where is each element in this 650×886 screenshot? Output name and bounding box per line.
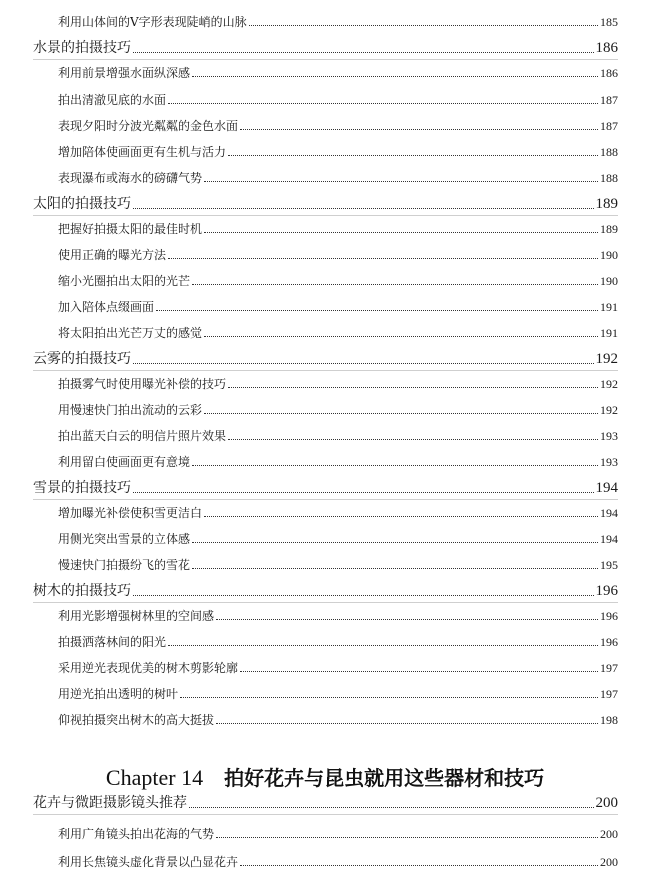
dot-leader (228, 386, 598, 388)
toc-entry-title: 慢速快门拍摄纷飞的雪花 (58, 558, 191, 572)
dot-leader (216, 722, 598, 724)
dot-leader (133, 51, 594, 53)
toc-entry (58, 90, 618, 108)
toc-entry-title: 利用前景增强水面纵深感 (58, 66, 191, 80)
toc-page-number: 189 (595, 196, 618, 212)
toc-page-number: 200 (595, 795, 618, 811)
toc-page-number: 186 (600, 66, 618, 80)
toc-entry-title: 使用正确的曝光方法 (58, 248, 167, 262)
dot-leader (192, 283, 598, 285)
toc-entry-title: 拍出蓝天白云的明信片照片效果 (58, 429, 227, 443)
toc-page-number: 200 (600, 855, 618, 869)
toc-entry-title: 利用长焦镜头虚化背景以凸显花卉 (58, 855, 239, 869)
dot-leader (133, 362, 594, 364)
dot-leader (240, 128, 598, 130)
toc-entry (58, 116, 618, 134)
toc-entry (58, 323, 618, 341)
dot-leader (168, 257, 598, 259)
dot-leader (168, 644, 598, 646)
toc-entry (58, 452, 618, 470)
dot-leader (240, 864, 598, 866)
toc-page-number: 197 (600, 687, 618, 701)
toc-section (33, 348, 618, 368)
toc-entry (58, 684, 618, 702)
toc-section (33, 477, 618, 497)
dot-leader (204, 180, 598, 182)
dot-leader (180, 696, 598, 698)
dot-leader (189, 806, 594, 808)
toc-page-number: 187 (600, 119, 618, 133)
toc-page-number: 185 (600, 15, 618, 29)
toc-entry-title: 表现瀑布或海水的磅礴气势 (58, 171, 203, 185)
section-divider (33, 602, 618, 603)
dot-leader (204, 515, 598, 517)
dot-leader (192, 464, 598, 466)
toc-section-title: 水景的拍摄技巧 (33, 40, 131, 56)
dot-leader (204, 335, 598, 337)
toc-entry-title: 利用山体间的V字形表现陡峭的山脉 (58, 15, 247, 29)
toc-page-number: 191 (600, 326, 618, 340)
toc-entry (58, 555, 618, 573)
toc-entry (58, 426, 618, 444)
dot-leader (156, 309, 598, 311)
dot-leader (133, 491, 594, 493)
toc-entry-title: 用逆光拍出透明的树叶 (58, 687, 179, 701)
dot-leader (216, 618, 598, 620)
dot-leader (192, 567, 598, 569)
toc-entry-title: 利用广角镜头拍出花海的气势 (58, 827, 215, 841)
toc-entry (58, 219, 618, 237)
toc-entry (58, 529, 618, 547)
toc-entry-title: 表现夕阳时分波光粼粼的金色水面 (58, 119, 239, 133)
toc-entry (58, 245, 618, 263)
toc-page-number: 190 (600, 248, 618, 262)
toc-entry-title: 把握好拍摄太阳的最佳时机 (58, 222, 203, 236)
toc-entry-title: 将太阳拍出光芒万丈的感觉 (58, 326, 203, 340)
toc-page-number: 189 (600, 222, 618, 236)
section-divider (33, 215, 618, 216)
dot-leader (249, 24, 598, 26)
section-divider (33, 499, 618, 500)
toc-entry (58, 400, 618, 418)
toc-entry (58, 297, 618, 315)
toc-section-title: 太阳的拍摄技巧 (33, 196, 131, 212)
toc-entry-title: 加入陪体点缀画面 (58, 300, 155, 314)
toc-page-number: 196 (600, 609, 618, 623)
toc-entry (58, 606, 618, 624)
dot-leader (204, 412, 598, 414)
toc-entry (58, 271, 618, 289)
toc-page-number: 194 (595, 480, 618, 496)
dot-leader (133, 594, 594, 596)
chapter-title: 拍好花卉与昆虫就用这些器材和技巧 (224, 766, 545, 790)
dot-leader (204, 231, 598, 233)
toc-entry-title: 拍出清澈见底的水面 (58, 93, 167, 107)
toc-entry-title: 增加陪体使画面更有生机与活力 (58, 145, 227, 159)
toc-page-number: 192 (600, 403, 618, 417)
dot-leader (216, 836, 598, 838)
toc-entry-title: 用慢速快门拍出流动的云彩 (58, 403, 203, 417)
section-divider (33, 370, 618, 371)
toc-page-number: 194 (600, 532, 618, 546)
toc-entry-title: 仰视拍摄突出树木的高大挺拔 (58, 713, 215, 727)
toc-page-number: 193 (600, 455, 618, 469)
toc-entry-title: 增加曝光补偿使积雪更洁白 (58, 506, 203, 520)
toc-entry (58, 710, 618, 728)
toc-page-number: 190 (600, 274, 618, 288)
chapter-number: Chapter 14 (105, 765, 204, 790)
toc-entry-title: 用侧光突出雪景的立体感 (58, 532, 191, 546)
toc-page-number: 195 (600, 558, 618, 572)
dot-leader (133, 207, 594, 209)
toc-entry-title: 利用留白使画面更有意境 (58, 455, 191, 469)
toc-page-number: 196 (600, 635, 618, 649)
toc-section (33, 193, 618, 213)
toc-page-number: 200 (600, 827, 618, 841)
toc-entry (58, 658, 618, 676)
toc-section-title: 云雾的拍摄技巧 (33, 351, 131, 367)
toc-section-title: 雪景的拍摄技巧 (33, 480, 131, 496)
toc-entry-title: 采用逆光表现优美的树木剪影轮廓 (58, 661, 239, 675)
toc-entry (58, 632, 618, 650)
toc-entry (58, 503, 618, 521)
toc-page-number: 193 (600, 429, 618, 443)
toc-page-number: 191 (600, 300, 618, 314)
dot-leader (228, 154, 598, 156)
toc-page-number: 188 (600, 145, 618, 159)
section-divider (33, 814, 618, 815)
toc-section (33, 792, 618, 812)
toc-entry-title: 拍摄洒落林间的阳光 (58, 635, 167, 649)
toc-section (33, 37, 618, 57)
dot-leader (168, 102, 598, 104)
toc-entry (58, 142, 618, 160)
toc-page-number: 197 (600, 661, 618, 675)
chapter-heading (0, 762, 650, 791)
section-divider (33, 59, 618, 60)
dot-leader (192, 541, 598, 543)
toc-section-title: 花卉与微距摄影镜头推荐 (33, 795, 187, 811)
toc-page-number: 194 (600, 506, 618, 520)
toc-entry-title: 利用光影增强树林里的空间感 (58, 609, 215, 623)
toc-page-number: 186 (595, 40, 618, 56)
toc-page-number: 196 (595, 583, 618, 599)
toc-entry (58, 852, 618, 870)
dot-leader (228, 438, 598, 440)
toc-entry-title: 拍摄雾气时使用曝光补偿的技巧 (58, 377, 227, 391)
toc-page-number: 192 (595, 351, 618, 367)
toc-entry-title: 缩小光圈拍出太阳的光芒 (58, 274, 191, 288)
toc-entry (58, 824, 618, 842)
toc-entry (58, 374, 618, 392)
toc-page-number: 187 (600, 93, 618, 107)
dot-leader (192, 75, 598, 77)
toc-page-number: 198 (600, 713, 618, 727)
dot-leader (240, 670, 598, 672)
toc-entry (58, 63, 618, 81)
toc-entry (58, 12, 618, 30)
toc-page-number: 192 (600, 377, 618, 391)
toc-section-title: 树木的拍摄技巧 (33, 583, 131, 599)
toc-page-number: 188 (600, 171, 618, 185)
toc-entry (58, 168, 618, 186)
toc-section (33, 580, 618, 600)
